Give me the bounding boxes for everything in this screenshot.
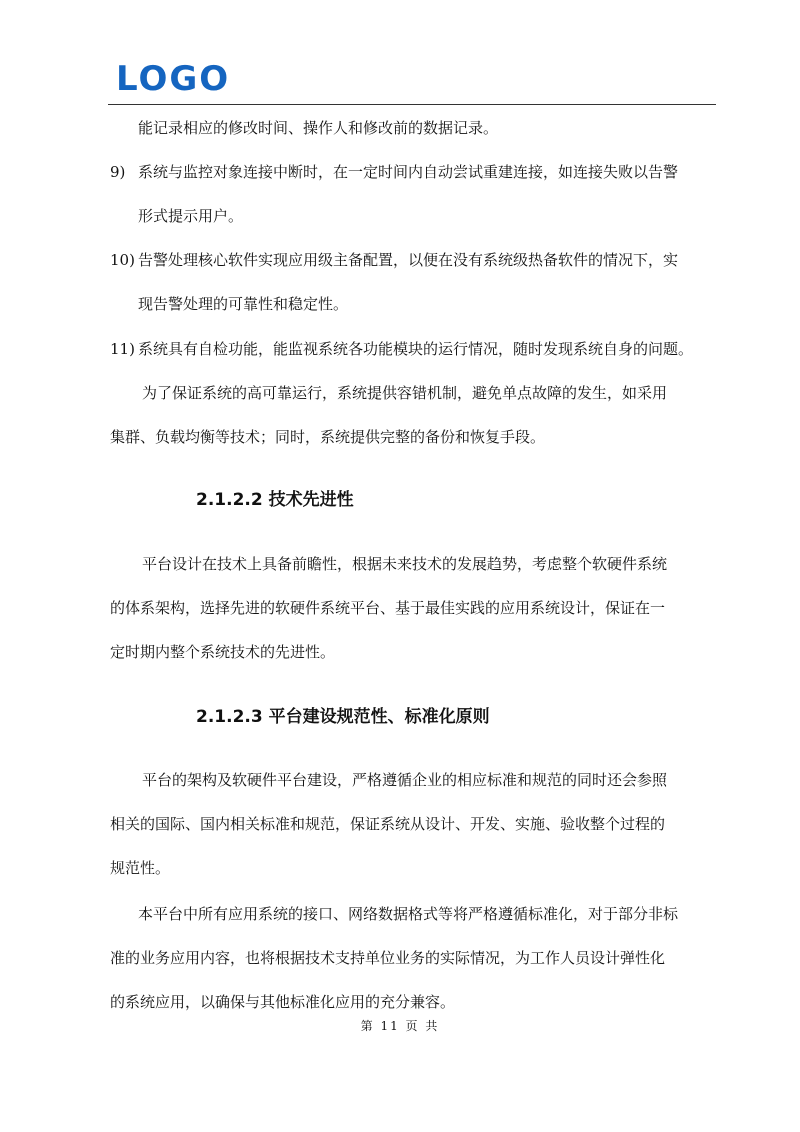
logo: LOGO bbox=[116, 59, 231, 99]
list-item-text: 系统具有自检功能，能监视系统各功能模块的运行情况，随时发现系统自身的问题。 bbox=[138, 340, 694, 358]
list-item-text: 告警处理核心软件实现应用级主备配置，以便在没有系统级热备软件的情况下，实 bbox=[138, 251, 679, 269]
header-divider bbox=[108, 104, 716, 105]
paragraph-line: 准的业务应用内容，也将根据技术支持单位业务的实际情况，为工作人员设计弹性化 bbox=[110, 949, 666, 967]
text-line: 能记录相应的修改时间、操作人和修改前的数据记录。 bbox=[138, 119, 499, 137]
paragraph-line: 平台设计在技术上具备前瞻性，根据未来技术的发展趋势，考虑整个软硬件系统 bbox=[142, 555, 668, 573]
list-number: 11) bbox=[110, 340, 135, 358]
paragraph-line: 集群、负载均衡等技术；同时，系统提供完整的备份和恢复手段。 bbox=[110, 428, 546, 446]
section-heading: 2.1.2.3 平台建设规范性、标准化原则 bbox=[196, 707, 490, 727]
list-number: 10) bbox=[110, 251, 135, 269]
paragraph-line: 的系统应用，以确保与其他标准化应用的充分兼容。 bbox=[110, 993, 456, 1011]
paragraph-line: 相关的国际、国内相关标准和规范，保证系统从设计、开发、实施、验收整个过程的 bbox=[110, 815, 666, 833]
list-item-text: 现告警处理的可靠性和稳定性。 bbox=[138, 295, 349, 313]
list-number: 9) bbox=[110, 163, 126, 181]
page-number: 第 11 页 共 bbox=[360, 1019, 440, 1033]
paragraph-line: 本平台中所有应用系统的接口、网络数据格式等将严格遵循标准化，对于部分非标 bbox=[138, 905, 679, 923]
list-item-text: 系统与监控对象连接中断时，在一定时间内自动尝试重建连接，如连接失败以告警 bbox=[138, 163, 679, 181]
paragraph-line: 规范性。 bbox=[110, 859, 171, 877]
paragraph-line: 为了保证系统的高可靠运行，系统提供容错机制，避免单点故障的发生，如采用 bbox=[142, 384, 668, 402]
section-heading: 2.1.2.2 技术先进性 bbox=[196, 490, 354, 510]
paragraph-line: 定时期内整个系统技术的先进性。 bbox=[110, 643, 336, 661]
paragraph-line: 平台的架构及软硬件平台建设，严格遵循企业的相应标准和规范的同时还会参照 bbox=[142, 771, 668, 789]
paragraph-line: 的体系架构，选择先进的软硬件系统平台、基于最佳实践的应用系统设计，保证在一 bbox=[110, 599, 666, 617]
list-item-text: 形式提示用户。 bbox=[138, 207, 244, 225]
